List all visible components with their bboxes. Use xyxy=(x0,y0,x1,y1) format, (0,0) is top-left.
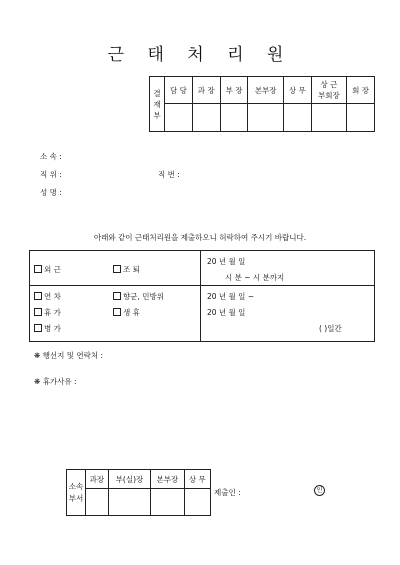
submitter-label: 제출인 : xyxy=(214,488,241,497)
from-date-line: 20 년 월 일 ~ xyxy=(207,292,255,301)
time-range-line: 시 분 ~ 시 분까지 xyxy=(225,273,285,282)
date-line: 20 년 월 일 xyxy=(207,257,246,266)
approval-header-headquarters: 본부장 xyxy=(248,77,283,104)
annual-option[interactable]: 연 차 xyxy=(34,291,61,302)
approval-table xyxy=(149,76,375,132)
dept-header-director: 부(실)장 xyxy=(108,470,150,489)
checkbox-icon[interactable] xyxy=(34,292,42,300)
bullet-icon: ❋ xyxy=(34,377,41,386)
checkbox-icon[interactable] xyxy=(113,292,121,300)
days-line: ( )일간 xyxy=(319,324,342,333)
approval-sign-box[interactable] xyxy=(347,104,375,132)
dept-header-manager: 과장 xyxy=(86,470,109,489)
bullet-icon: ❋ xyxy=(34,351,41,360)
destination-label: ❋ 행선지 및 연락처 : xyxy=(34,351,104,360)
outing-option[interactable]: 외 근 xyxy=(34,264,61,275)
checkbox-icon[interactable] xyxy=(113,265,121,273)
name-label: 성 명 : xyxy=(40,188,62,197)
employee-no-label: 직 번 : xyxy=(158,170,180,179)
dept-header-headquarters: 본부장 xyxy=(151,470,185,489)
maternity-option[interactable]: 생 휴 xyxy=(113,307,140,318)
approval-header-staff: 담 당 xyxy=(165,77,193,104)
approval-header-manager: 과 장 xyxy=(192,77,220,104)
time-cell xyxy=(201,251,375,286)
to-date-line: 20 년 월 일 xyxy=(207,308,246,317)
type-cell-outing xyxy=(30,251,201,286)
checkbox-icon[interactable] xyxy=(113,308,121,316)
department-approval-table xyxy=(66,469,211,516)
approval-header-executive: 상 무 xyxy=(283,77,311,104)
dept-sign-box[interactable] xyxy=(184,489,210,516)
approval-header-vice-chairman: 상 근 부회장 xyxy=(311,77,346,104)
checkbox-icon[interactable] xyxy=(34,308,42,316)
dept-sign-box[interactable] xyxy=(108,489,150,516)
approval-sign-box[interactable] xyxy=(165,104,193,132)
leave-option[interactable]: 휴 가 xyxy=(34,307,61,318)
approval-sign-box[interactable] xyxy=(220,104,248,132)
reserve-option[interactable]: 향군, 민방위 xyxy=(113,291,164,302)
checkbox-icon[interactable] xyxy=(34,324,42,332)
seal-icon[interactable]: 인 xyxy=(314,485,325,496)
approval-header-chairman: 회 장 xyxy=(347,77,375,104)
checkbox-icon[interactable] xyxy=(34,265,42,273)
approval-side-label: 결 재 부 xyxy=(150,77,165,132)
reason-label: ❋ 휴가사유 : xyxy=(34,377,77,386)
attendance-type-table xyxy=(29,250,375,342)
approval-header-director: 부 장 xyxy=(220,77,248,104)
early-leave-option[interactable]: 조 퇴 xyxy=(113,264,140,275)
request-notice: 아래와 같이 근태처리원을 제출하오니 허락하여 주시기 바랍니다. xyxy=(93,233,307,242)
position-label: 직 위 : xyxy=(40,170,62,179)
affiliation-label: 소 속 : xyxy=(40,152,62,161)
approval-sign-box[interactable] xyxy=(283,104,311,132)
type-cell-leave xyxy=(30,286,201,342)
approval-sign-box[interactable] xyxy=(311,104,346,132)
period-cell xyxy=(201,286,375,342)
page-title: 근 태 처 리 원 xyxy=(107,45,293,65)
approval-sign-box[interactable] xyxy=(192,104,220,132)
dept-header-executive: 상 무 xyxy=(184,470,210,489)
dept-sign-box[interactable] xyxy=(86,489,109,516)
approval-sign-box[interactable] xyxy=(248,104,283,132)
dept-sign-box[interactable] xyxy=(151,489,185,516)
sick-option[interactable]: 병 가 xyxy=(34,323,61,334)
department-side-label: 소속 부서 xyxy=(67,470,86,516)
